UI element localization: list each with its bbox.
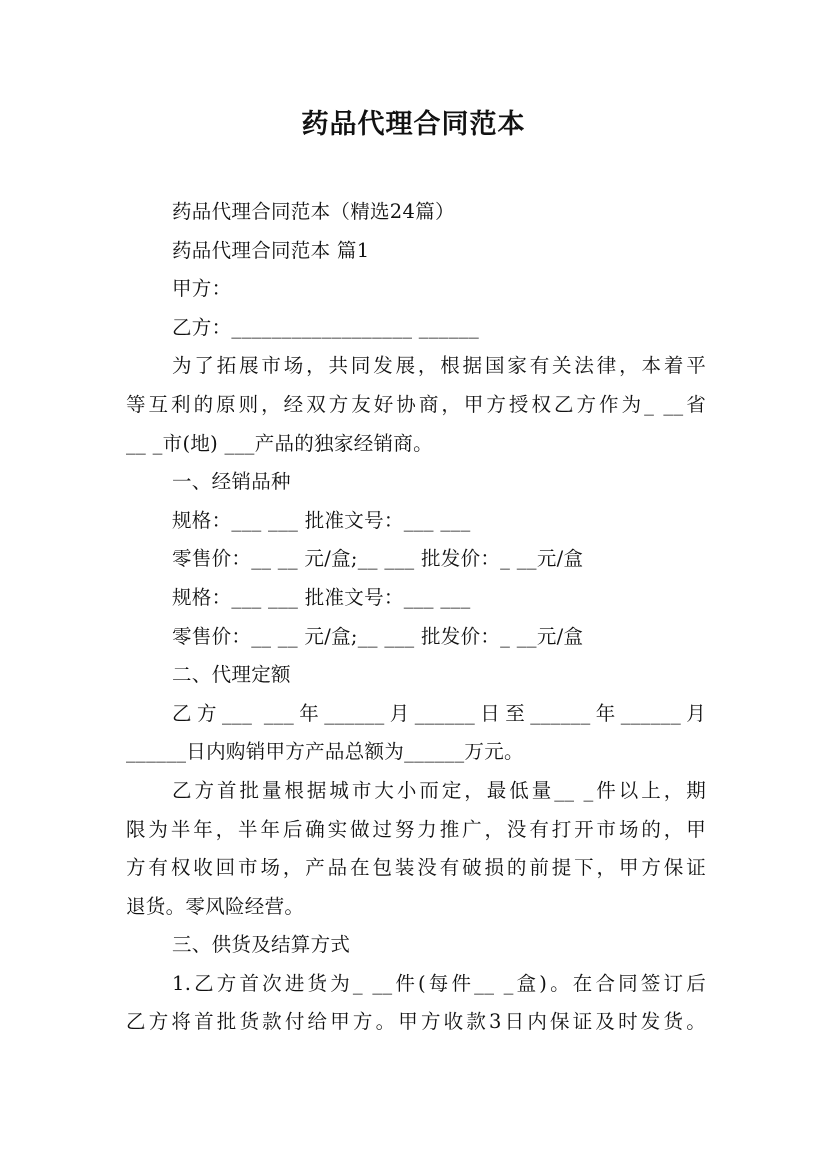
document-title: 药品代理合同范本 <box>301 109 526 140</box>
spec-line: 规格：___ ___ 批准文号：___ ___ <box>172 508 471 532</box>
paragraph-line: 乙方___ ___年______月______日至______年______月 <box>172 701 706 725</box>
clause-heading: 二、代理定额 <box>172 663 291 687</box>
paragraph-line: 退货。零风险经营。 <box>126 894 305 918</box>
paragraph-line: __ _市(地) ___产品的独家经销商。 <box>126 431 433 455</box>
paragraph-line: 方有权收回市场，产品在包装没有破损的前提下，甲方保证 <box>126 856 706 880</box>
party-b-line: 乙方：__________________ ______ <box>172 315 480 339</box>
document-body <box>126 193 706 1042</box>
clause-heading: 三、供货及结算方式 <box>172 933 351 957</box>
spec-line: 规格：___ ___ 批准文号：___ ___ <box>172 585 471 609</box>
clause-heading: 一、经销品种 <box>172 470 291 494</box>
price-line: 零售价：__ __ 元/盒;__ ___ 批发价：_ __元/盒 <box>172 547 584 571</box>
paragraph-line: 1.乙方首次进货为_ __件(每件__ _盒)。在合同签订后 <box>172 971 706 995</box>
paragraph-line: 乙方将首批货款付给甲方。甲方收款3日内保证及时发货。 <box>126 1010 706 1034</box>
party-a-line: 甲方： <box>172 277 232 301</box>
subtitle-line: 药品代理合同范本（精选24篇） <box>172 200 455 223</box>
section-heading: 药品代理合同范本 篇1 <box>172 238 370 262</box>
paragraph-line: 为了拓展市场，共同发展，根据国家有关法律，本着平 <box>172 354 706 378</box>
paragraph-line: 等互利的原则，经双方友好协商，甲方授权乙方作为_ __省 <box>126 392 706 416</box>
price-line: 零售价：__ __ 元/盒;__ ___ 批发价：_ __元/盒 <box>172 624 584 648</box>
paragraph-line: 乙方首批量根据城市大小而定，最低量__ _件以上，期 <box>172 778 706 802</box>
paragraph-line: ______日内购销甲方产品总额为______万元。 <box>126 740 524 764</box>
paragraph-line: 限为半年，半年后确实做过努力推广，没有打开市场的，甲 <box>126 817 706 841</box>
